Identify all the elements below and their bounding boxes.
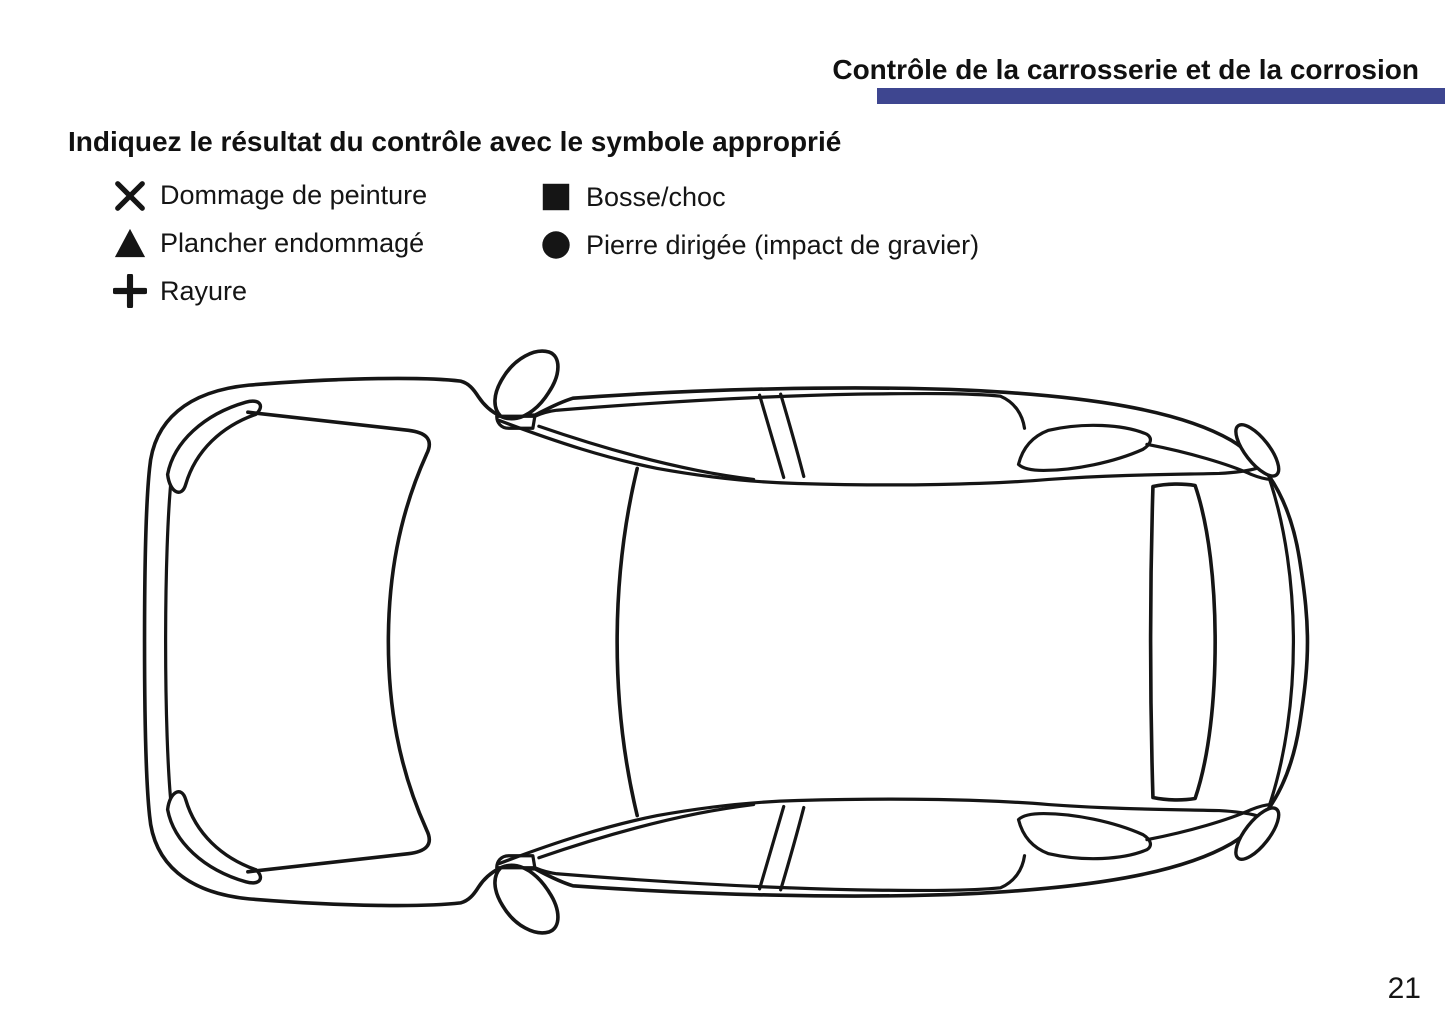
legend-label: Dommage de peinture — [160, 179, 428, 210]
page-title: Contrôle de la carrosserie et de la corrosion — [832, 54, 1419, 85]
title-accent-bar — [877, 88, 1445, 104]
legend-label: Plancher endommagé — [160, 227, 425, 258]
legend-item-floor-damaged — [112, 219, 427, 267]
x-mark-icon — [112, 177, 148, 213]
legend-item-dent-impact — [538, 173, 979, 221]
legend-label: Pierre dirigée (impact de gravier) — [586, 229, 980, 260]
filled-square-icon — [538, 179, 574, 215]
filled-triangle-icon — [112, 225, 148, 261]
plus-mark-icon — [112, 273, 148, 309]
legend-label: Rayure — [160, 275, 248, 306]
legend-item-stone-chip — [538, 221, 979, 269]
car-top-view-diagram — [135, 346, 1315, 938]
instruction-heading: Indiquez le résultat du contrôle avec le symbole approprié — [68, 126, 842, 157]
legend-label: Bosse/choc — [586, 181, 726, 212]
car-top-view-svg — [135, 346, 1315, 938]
legend-right-column — [538, 173, 979, 269]
legend-item-scratch — [112, 267, 427, 315]
filled-circle-icon — [538, 227, 574, 263]
legend-item-paint-damage — [112, 171, 427, 219]
car-body-outline — [145, 378, 1308, 905]
legend-left-column — [112, 171, 427, 315]
page-number: 21 — [1387, 972, 1421, 1005]
